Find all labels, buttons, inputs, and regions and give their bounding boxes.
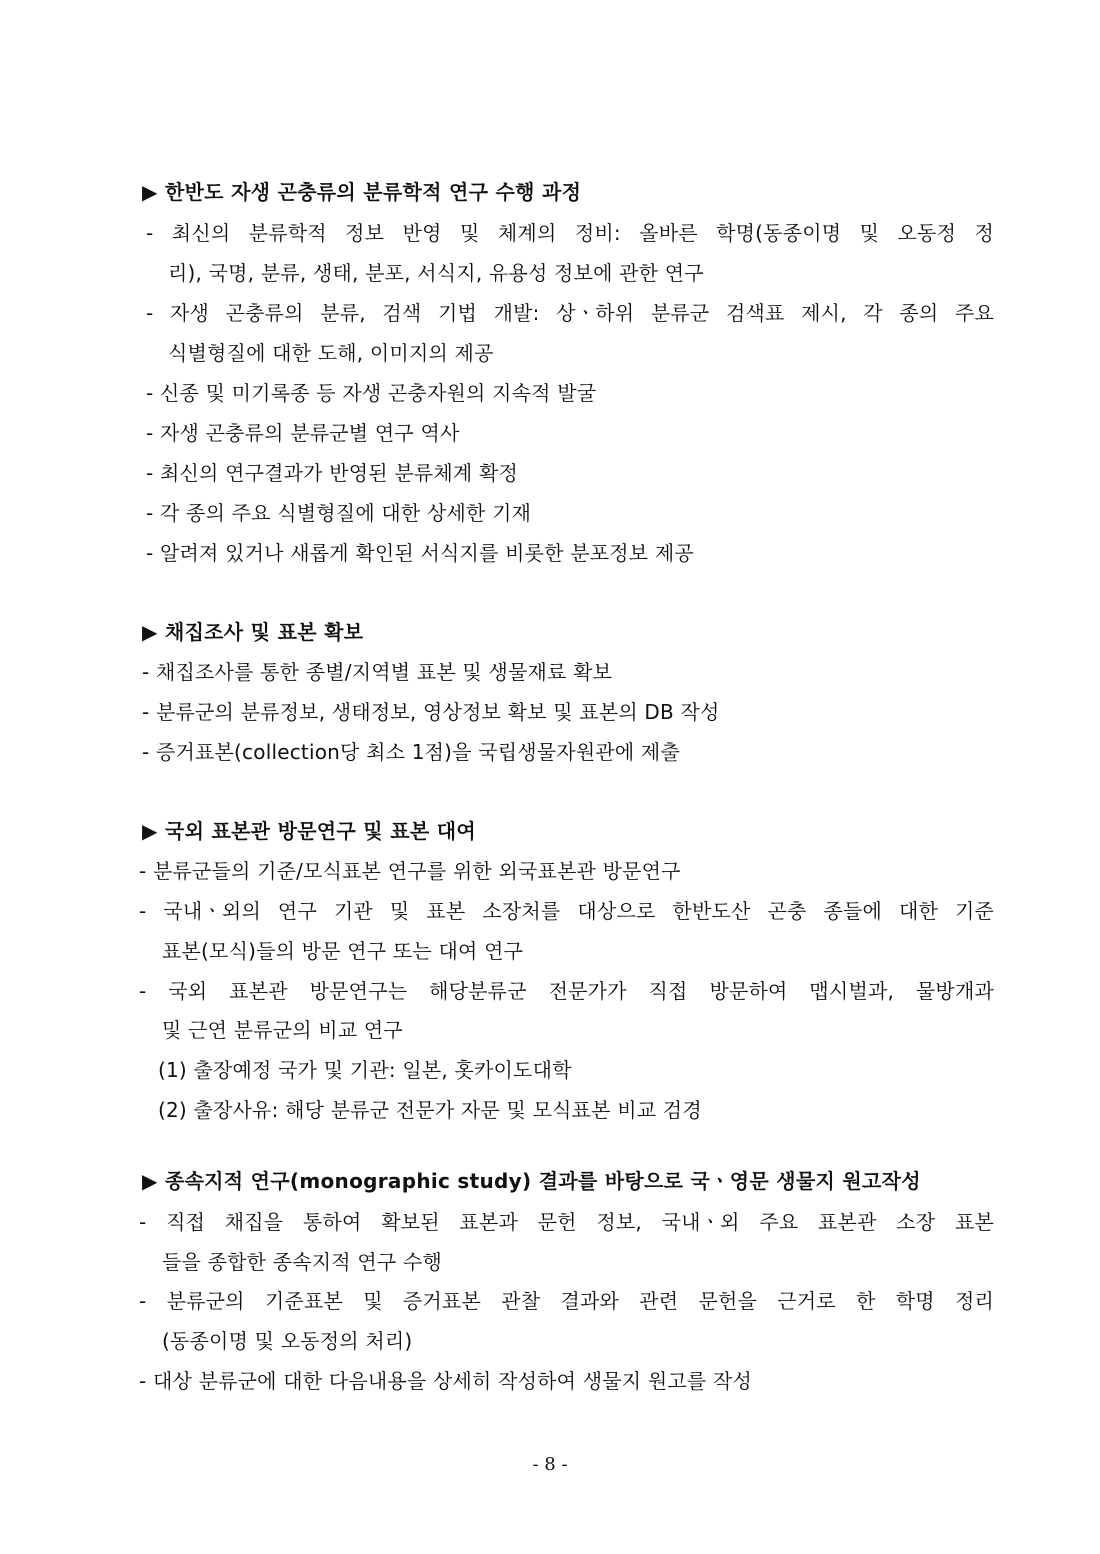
list-item: - 분류군의 분류정보, 생태정보, 영상정보 확보 및 표본의 DB 작성 <box>142 700 720 724</box>
list-item: - 최신의 분류학적 정보 반영 및 체계의 정비: 올바른 학명(동종이명 및 오동정 정 <box>146 221 994 245</box>
list-item-continuation: 식별형질에 대한 도해, 이미지의 제공 <box>168 341 494 365</box>
list-item: - 국내ㆍ외의 연구 기관 및 표본 소장처를 대상으로 한반도산 곤충 종들에 대한 기준 <box>139 899 994 923</box>
list-item: - 신종 및 미기록종 등 자생 곤충자원의 지속적 발굴 <box>146 381 597 405</box>
list-item: - 분류군의 기준표본 및 증거표본 관찰 결과와 관련 문헌을 근거로 한 학명 정리 <box>139 1289 994 1313</box>
section-heading: ▶ 한반도 자생 곤충류의 분류학적 연구 수행 과정 <box>142 180 582 204</box>
section-heading: ▶ 국외 표본관 방문연구 및 표본 대여 <box>142 819 476 843</box>
list-item: - 증거표본(collection당 최소 1점)을 국립생물자원관에 제출 <box>142 740 680 764</box>
list-item: - 자생 곤충류의 분류군별 연구 역사 <box>146 421 460 445</box>
list-item: - 알려져 있거나 새롭게 확인된 서식지를 비롯한 분포정보 제공 <box>146 541 694 565</box>
sub-item: (1) 출장예정 국가 및 기관: 일본, 홋카이도대학 <box>158 1058 572 1082</box>
page-number: - 8 - <box>532 1454 568 1475</box>
list-item: - 최신의 연구결과가 반영된 분류체계 확정 <box>146 461 519 485</box>
section-heading: ▶ 종속지적 연구(monographic study) 결과를 바탕으로 국ㆍ영문 생물지 원고작성 <box>142 1169 921 1193</box>
list-item: - 분류군들의 기준/모식표본 연구를 위한 외국표본관 방문연구 <box>139 859 681 883</box>
list-item: - 국외 표본관 방문연구는 해당분류군 전문가가 직접 방문하여 맵시벌과, 물방개과 <box>139 979 994 1003</box>
list-item: - 자생 곤충류의 분류, 검색 기법 개발: 상ㆍ하위 분류군 검색표 제시, 각 종의 주요 <box>146 301 994 325</box>
list-item-continuation: (동종이명 및 오동정의 처리) <box>162 1329 413 1353</box>
list-item-continuation: 리), 국명, 분류, 생태, 분포, 서식지, 유용성 정보에 관한 연구 <box>168 261 704 285</box>
list-item: - 대상 분류군에 대한 다음내용을 상세히 작성하여 생물지 원고를 작성 <box>139 1369 752 1393</box>
list-item-continuation: 들을 종합한 종속지적 연구 수행 <box>162 1250 442 1274</box>
list-item: - 채집조사를 통한 종별/지역별 표본 및 생물재료 확보 <box>142 660 613 684</box>
list-item: - 직접 채집을 통하여 확보된 표본과 문헌 정보, 국내ㆍ외 주요 표본관 소장 표본 <box>139 1210 994 1234</box>
list-item-continuation: 및 근연 분류군의 비교 연구 <box>162 1018 403 1042</box>
list-item: - 각 종의 주요 식별형질에 대한 상세한 기재 <box>146 501 532 525</box>
list-item-continuation: 표본(모식)들의 방문 연구 또는 대여 연구 <box>162 939 524 963</box>
section-heading: ▶ 채집조사 및 표본 확보 <box>142 620 364 644</box>
sub-item: (2) 출장사유: 해당 분류군 전문가 자문 및 모식표본 비교 검경 <box>158 1098 702 1122</box>
